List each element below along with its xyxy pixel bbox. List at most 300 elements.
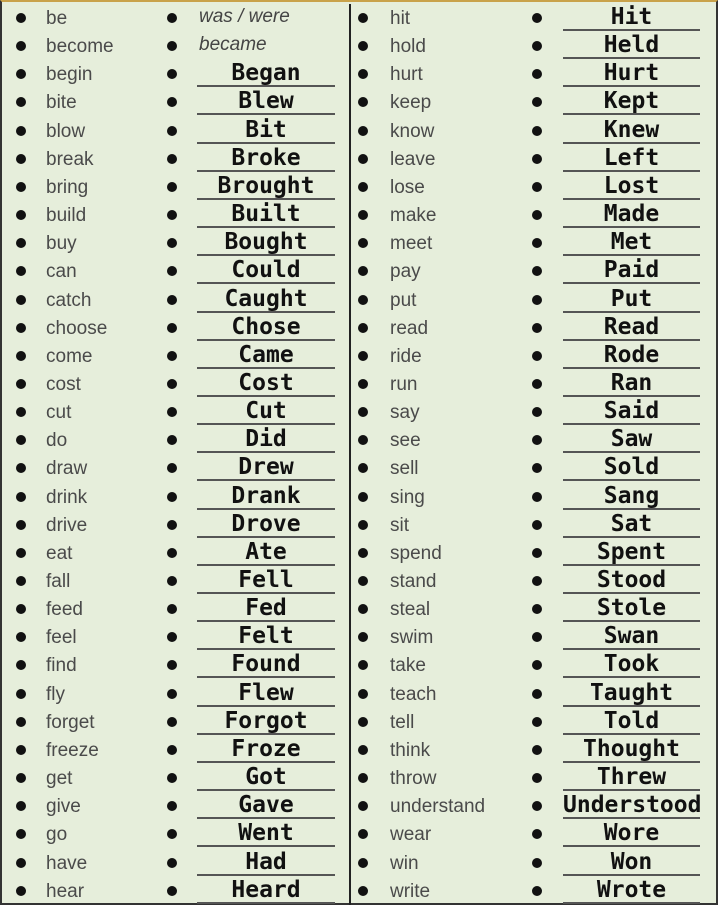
past-tense-blank	[197, 511, 335, 539]
bullet-icon	[167, 886, 177, 896]
bullet-icon	[358, 351, 368, 361]
past-tense-blank	[563, 651, 700, 679]
verb-row	[351, 736, 718, 764]
bullet-icon	[358, 689, 368, 699]
verb-row	[351, 229, 718, 257]
verb-row	[4, 398, 349, 426]
past-tense-blank	[197, 454, 335, 482]
bullet-icon	[532, 576, 542, 586]
past-tense-answer: Wore	[603, 820, 660, 847]
verb-row	[351, 173, 718, 201]
past-tense-answer: Sat	[610, 510, 653, 537]
past-tense-blank	[197, 792, 335, 820]
bullet-icon	[358, 886, 368, 896]
base-verb: catch	[46, 289, 92, 311]
bullet-icon	[16, 295, 26, 305]
verb-row	[351, 88, 718, 116]
base-verb: blow	[46, 120, 86, 142]
past-tense-answer: Spent	[596, 538, 667, 565]
base-verb: spend	[390, 542, 442, 564]
left-verb-column	[4, 4, 351, 905]
verb-row	[4, 454, 349, 482]
base-verb: steal	[390, 599, 431, 621]
bullet-icon	[167, 858, 177, 868]
bullet-icon	[358, 463, 368, 473]
base-verb: fall	[46, 571, 71, 592]
base-verb: run	[390, 373, 418, 395]
verb-row	[351, 60, 718, 88]
past-tense-answer: Held	[603, 32, 660, 59]
base-verb: fly	[46, 683, 65, 705]
past-tense-answer: Sang	[603, 482, 660, 509]
verb-row	[351, 314, 718, 342]
base-verb: sing	[390, 486, 425, 508]
base-verb: say	[390, 402, 420, 424]
bullet-icon	[167, 745, 177, 755]
bullet-icon	[358, 435, 368, 445]
past-tense-answer: Blew	[238, 88, 294, 115]
bullet-icon	[532, 773, 542, 783]
bullet-icon	[532, 548, 542, 558]
past-tense-answer: Drew	[238, 454, 294, 481]
base-verb: wear	[390, 824, 432, 846]
base-verb: sell	[390, 458, 419, 480]
past-tense-answer: Broke	[231, 144, 301, 171]
past-tense-blank	[563, 736, 700, 764]
past-tense-blank	[197, 764, 335, 792]
bullet-icon	[532, 689, 542, 699]
bullet-icon	[532, 323, 542, 333]
verb-row	[4, 145, 349, 173]
bullet-icon	[167, 323, 177, 333]
past-tense-answer: Swan	[603, 623, 660, 650]
past-tense-blank	[197, 286, 335, 314]
past-tense-blank	[563, 680, 700, 708]
bullet-icon	[358, 69, 368, 79]
bullet-icon	[532, 520, 542, 530]
verb-row	[351, 398, 718, 426]
base-verb: freeze	[46, 739, 99, 761]
past-tense-blank	[197, 849, 335, 877]
bullet-icon	[358, 266, 368, 276]
bullet-icon	[358, 323, 368, 333]
bullet-icon	[16, 182, 26, 192]
base-verb: build	[46, 205, 87, 227]
base-verb: feed	[46, 599, 83, 621]
bullet-icon	[16, 238, 26, 248]
past-tense-answer: Bought	[224, 229, 308, 256]
bullet-icon	[16, 210, 26, 220]
base-verb: know	[390, 120, 435, 142]
bullet-icon	[358, 717, 368, 727]
past-tense-blank	[197, 539, 335, 567]
bullet-icon	[16, 69, 26, 79]
bullet-icon	[358, 41, 368, 51]
verb-row	[4, 792, 349, 820]
verb-row	[351, 511, 718, 539]
bullet-icon	[358, 520, 368, 530]
bullet-icon	[16, 351, 26, 361]
base-verb: find	[46, 655, 77, 677]
base-verb: pay	[390, 261, 421, 283]
base-verb: buy	[46, 233, 77, 255]
bullet-icon	[532, 126, 542, 136]
bullet-icon	[16, 97, 26, 107]
past-tense-answer: Won	[610, 848, 653, 875]
bullet-icon	[167, 632, 177, 642]
base-verb: drive	[46, 514, 88, 536]
verb-row	[4, 680, 349, 708]
bullet-icon	[16, 660, 26, 670]
base-verb: see	[390, 430, 421, 452]
verb-row	[351, 680, 718, 708]
bullet-icon	[167, 351, 177, 361]
past-tense-blank	[197, 32, 335, 60]
bullet-icon	[16, 829, 26, 839]
verb-row	[351, 32, 718, 60]
base-verb: read	[390, 317, 429, 339]
right-verb-column	[351, 4, 718, 905]
bullet-icon	[358, 492, 368, 502]
past-tense-answer: Stood	[596, 567, 667, 593]
base-verb: hold	[390, 36, 426, 58]
past-tense-blank	[563, 483, 700, 511]
base-verb: cost	[46, 373, 81, 395]
verb-row	[4, 623, 349, 651]
bullet-icon	[167, 829, 177, 839]
past-tense-blank	[197, 483, 335, 511]
base-verb: take	[390, 655, 426, 677]
past-tense-answer: Rode	[603, 341, 660, 368]
past-tense-answer: Saw	[610, 426, 653, 453]
past-tense-answer: Put	[610, 285, 653, 312]
base-verb: drink	[46, 486, 88, 508]
bullet-icon	[16, 717, 26, 727]
past-tense-answer: Forgot	[224, 707, 308, 734]
verb-row	[4, 483, 349, 511]
past-tense-answer: Hit	[610, 4, 653, 30]
bullet-icon	[358, 295, 368, 305]
bullet-icon	[532, 632, 542, 642]
bullet-icon	[358, 632, 368, 642]
bullet-icon	[532, 351, 542, 361]
past-tense-answer: Cost	[238, 369, 294, 396]
bullet-icon	[16, 407, 26, 417]
bullet-icon	[167, 379, 177, 389]
verb-row	[351, 483, 718, 511]
bullet-icon	[167, 266, 177, 276]
base-verb: can	[46, 261, 77, 283]
bullet-icon	[358, 773, 368, 783]
bullet-icon	[358, 182, 368, 192]
bullet-icon	[358, 829, 368, 839]
bullet-icon	[167, 69, 177, 79]
bullet-icon	[532, 13, 542, 23]
bullet-icon	[16, 154, 26, 164]
base-verb: sit	[390, 514, 409, 536]
past-tense-answer: Took	[603, 651, 660, 678]
past-tense-blank	[563, 877, 700, 905]
verb-row	[351, 201, 718, 229]
past-tense-blank	[197, 4, 335, 32]
bullet-icon	[532, 266, 542, 276]
past-tense-blank	[563, 173, 700, 201]
bullet-icon	[532, 41, 542, 51]
base-verb: forget	[46, 711, 95, 733]
verb-row	[4, 60, 349, 88]
bullet-icon	[532, 492, 542, 502]
past-tense-answer: Hurt	[603, 60, 660, 87]
past-tense-answer: Drank	[231, 482, 301, 509]
past-tense-answer: Paid	[603, 257, 660, 284]
past-tense-answer: Taught	[589, 679, 674, 706]
past-tense-blank	[563, 511, 700, 539]
base-verb: feel	[46, 627, 77, 649]
verb-row	[351, 370, 718, 398]
verb-row	[4, 88, 349, 116]
bullet-icon	[358, 210, 368, 220]
base-verb: win	[390, 852, 419, 874]
past-tense-answer: Could	[231, 257, 301, 284]
verb-row	[4, 820, 349, 848]
past-tense-blank	[563, 286, 700, 314]
bullet-icon	[532, 660, 542, 670]
past-tense-blank	[563, 145, 700, 173]
base-verb: leave	[390, 148, 436, 170]
base-verb: eat	[46, 542, 73, 564]
past-tense-blank	[197, 145, 335, 173]
past-tense-blank	[197, 567, 335, 595]
base-verb: come	[46, 345, 93, 367]
bullet-icon	[167, 492, 177, 502]
bullet-icon	[167, 126, 177, 136]
bullet-icon	[167, 41, 177, 51]
bullet-icon	[532, 379, 542, 389]
base-verb: teach	[390, 683, 437, 705]
verb-row	[351, 426, 718, 454]
bullet-icon	[16, 41, 26, 51]
base-verb: hurt	[390, 64, 423, 86]
past-tense-blank	[563, 60, 700, 88]
past-tense-blank	[563, 849, 700, 877]
bullet-icon	[358, 379, 368, 389]
bullet-icon	[167, 660, 177, 670]
bullet-icon	[358, 97, 368, 107]
bullet-icon	[358, 126, 368, 136]
verb-row	[351, 286, 718, 314]
past-tense-answer: Made	[603, 201, 660, 228]
past-tense-answer: Got	[245, 764, 287, 791]
bullet-icon	[532, 829, 542, 839]
bullet-icon	[532, 435, 542, 445]
past-tense-answer: Read	[603, 313, 660, 340]
past-tense-blank	[197, 680, 335, 708]
verb-row	[4, 229, 349, 257]
bullet-icon	[358, 407, 368, 417]
verb-row	[351, 792, 718, 820]
verb-row	[351, 651, 718, 679]
bullet-icon	[16, 632, 26, 642]
verb-row	[351, 4, 718, 32]
bullet-icon	[16, 773, 26, 783]
bullet-icon	[532, 717, 542, 727]
verb-row	[351, 849, 718, 877]
past-tense-blank	[563, 4, 700, 32]
bullet-icon	[167, 801, 177, 811]
verb-row	[4, 567, 349, 595]
verb-row	[4, 877, 349, 905]
past-tense-answer: Kept	[603, 88, 660, 115]
past-tense-answer: Sold	[603, 454, 660, 481]
base-verb: put	[390, 289, 417, 311]
past-tense-blank	[197, 173, 335, 201]
verb-row	[4, 849, 349, 877]
verb-row	[4, 539, 349, 567]
bullet-icon	[358, 604, 368, 614]
past-tense-answer: Heard	[231, 876, 301, 903]
example-past-tense: became	[199, 34, 267, 56]
bullet-icon	[167, 604, 177, 614]
verb-row	[351, 708, 718, 736]
past-tense-answer: Felt	[238, 623, 294, 650]
verb-row	[351, 877, 718, 905]
verb-row	[4, 708, 349, 736]
bullet-icon	[16, 801, 26, 811]
bullet-icon	[358, 576, 368, 586]
past-tense-blank	[197, 117, 335, 145]
verb-row	[4, 32, 349, 60]
verb-row	[4, 4, 349, 32]
example-past-tense: was / were	[199, 6, 290, 27]
base-verb: keep	[390, 92, 432, 114]
verb-row	[4, 342, 349, 370]
past-tense-blank	[197, 370, 335, 398]
bullet-icon	[167, 548, 177, 558]
past-tense-blank	[563, 32, 700, 60]
past-tense-blank	[197, 708, 335, 736]
past-tense-answer: Understood	[563, 792, 702, 819]
bullet-icon	[358, 801, 368, 811]
verb-row	[351, 257, 718, 285]
bullet-icon	[167, 13, 177, 23]
bullet-icon	[16, 689, 26, 699]
past-tense-blank	[197, 877, 335, 905]
verb-row	[4, 370, 349, 398]
bullet-icon	[532, 97, 542, 107]
bullet-icon	[358, 548, 368, 558]
base-verb: get	[46, 768, 73, 790]
past-tense-answer: Brought	[217, 172, 315, 199]
past-tense-blank	[197, 623, 335, 651]
bullet-icon	[532, 886, 542, 896]
verb-row	[4, 314, 349, 342]
past-tense-answer: Had	[245, 848, 287, 875]
base-verb: understand	[390, 796, 486, 818]
verb-row	[4, 651, 349, 679]
past-tense-answer: Fell	[238, 567, 294, 593]
past-tense-blank	[197, 426, 335, 454]
bullet-icon	[16, 126, 26, 136]
base-verb: hear	[46, 880, 85, 902]
bullet-icon	[532, 463, 542, 473]
past-tense-blank	[563, 229, 700, 257]
base-verb: bring	[46, 176, 89, 198]
bullet-icon	[358, 154, 368, 164]
past-tense-answer: Began	[231, 60, 301, 87]
bullet-icon	[167, 97, 177, 107]
bullet-icon	[358, 660, 368, 670]
past-tense-blank	[563, 539, 700, 567]
bullet-icon	[16, 463, 26, 473]
past-tense-blank	[563, 117, 700, 145]
past-tense-blank	[563, 708, 700, 736]
bullet-icon	[16, 266, 26, 276]
past-tense-answer: Thought	[583, 735, 680, 762]
bullet-icon	[167, 463, 177, 473]
bullet-icon	[532, 407, 542, 417]
base-verb: lose	[390, 176, 425, 198]
bullet-icon	[16, 379, 26, 389]
past-tense-answer: Caught	[224, 285, 308, 312]
bullet-icon	[167, 576, 177, 586]
past-tense-blank	[563, 398, 700, 426]
past-tense-blank	[197, 88, 335, 116]
past-tense-answer: Said	[603, 398, 660, 425]
bullet-icon	[16, 604, 26, 614]
past-tense-answer: Cut	[245, 398, 287, 425]
bullet-icon	[16, 323, 26, 333]
verb-row	[351, 117, 718, 145]
past-tense-blank	[563, 201, 700, 229]
past-tense-blank	[197, 595, 335, 623]
past-tense-answer: Chose	[231, 313, 301, 340]
verb-row	[351, 454, 718, 482]
bullet-icon	[16, 520, 26, 530]
bullet-icon	[16, 548, 26, 558]
base-verb: give	[46, 796, 81, 818]
past-tense-answer: Fed	[245, 595, 287, 622]
past-tense-answer: Lost	[603, 172, 660, 199]
bullet-icon	[532, 238, 542, 248]
past-tense-blank	[563, 595, 700, 623]
past-tense-blank	[563, 257, 700, 285]
base-verb: make	[390, 205, 437, 227]
verb-row	[4, 511, 349, 539]
past-tense-blank	[563, 88, 700, 116]
bullet-icon	[358, 745, 368, 755]
past-tense-blank	[563, 623, 700, 651]
verb-row	[4, 426, 349, 454]
past-tense-answer: Gave	[238, 792, 294, 819]
past-tense-answer: Ran	[610, 369, 653, 396]
past-tense-answer: Went	[238, 820, 294, 847]
bullet-icon	[16, 492, 26, 502]
past-tense-blank	[563, 792, 700, 820]
verb-row	[351, 623, 718, 651]
bullet-icon	[167, 210, 177, 220]
past-tense-blank	[197, 820, 335, 848]
past-tense-blank	[197, 314, 335, 342]
verb-row	[4, 736, 349, 764]
base-verb: hit	[390, 8, 411, 29]
bullet-icon	[167, 154, 177, 164]
bullet-icon	[532, 801, 542, 811]
verb-row	[4, 286, 349, 314]
past-tense-blank	[563, 426, 700, 454]
bullet-icon	[532, 604, 542, 614]
bullet-icon	[167, 773, 177, 783]
past-tense-blank	[563, 820, 700, 848]
